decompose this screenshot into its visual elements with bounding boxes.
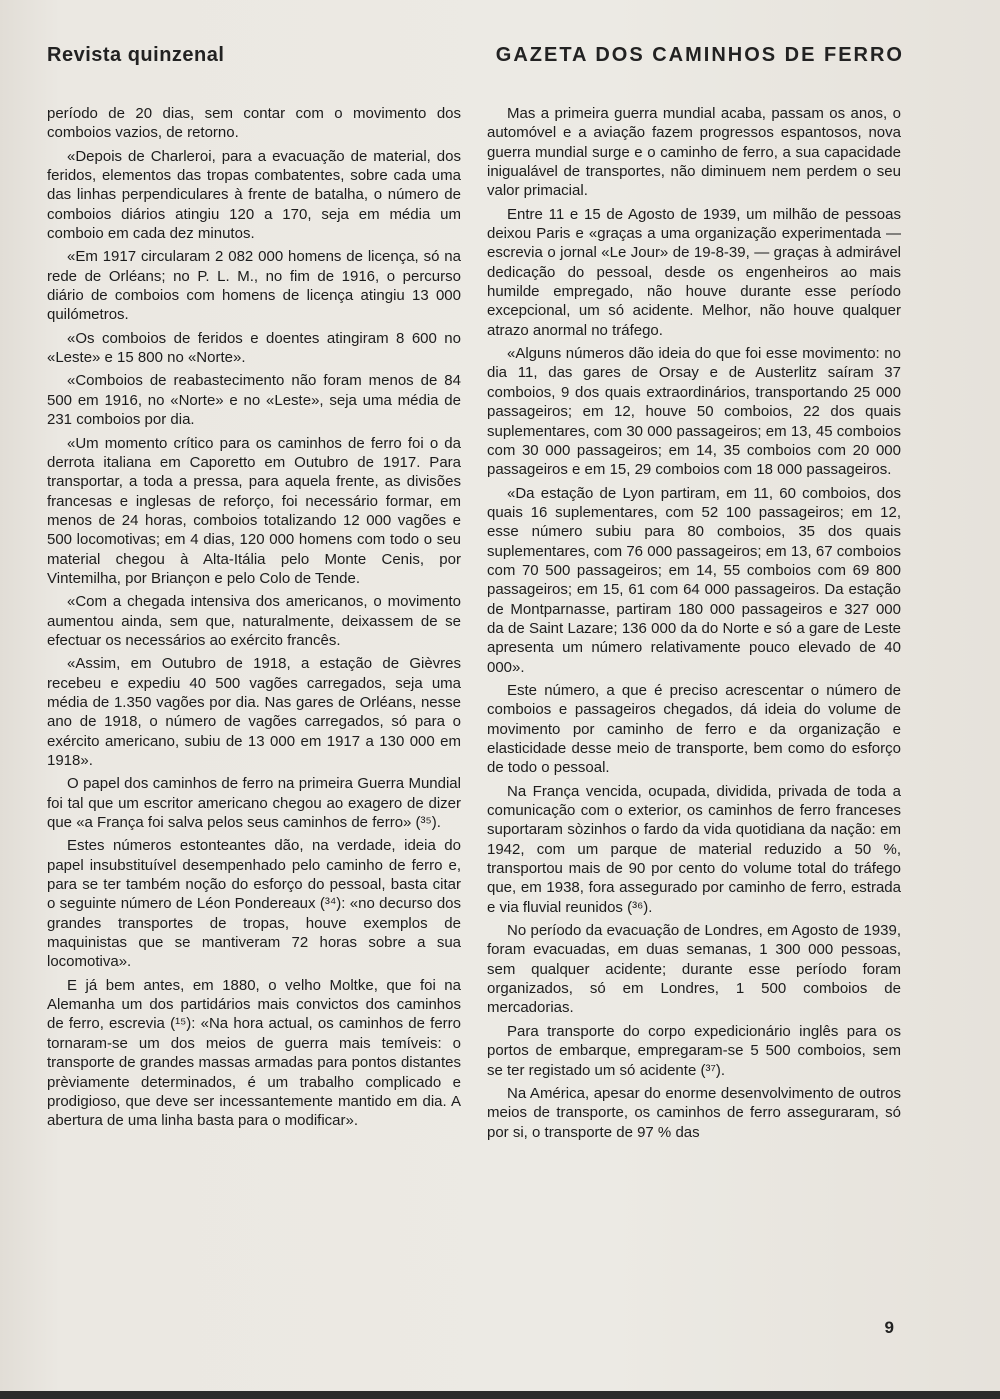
paragraph: «Os comboios de feridos e doentes atingiram 8 600 no «Leste» e 15 800 no «Norte».	[47, 329, 461, 367]
text-column-left	[47, 104, 461, 1135]
paragraph: Na América, apesar do enorme desenvolvimento de outros meios de transporte, os caminhos de ferro asseguraram, só por si, o transporte de 97 % das	[487, 1084, 901, 1141]
paragraph: «Um momento crítico para os caminhos de ferro foi o da derrota italiana em Caporetto em Outubro de 1917. Para transportar, a toda a pressa, para aquela frente, as divisões francesas e inglesas de reforço, foi necessário formar, em menos de 24 horas, comboios totalizando 12 000 vagões e 500 locomotivas; em 4 dias, 120 000 homens com todo o seu material chegou à Alta-Itália pelo Monte Cenis, por Vintemilha, por Briançon e pelo Colo de Tende.	[47, 434, 461, 587]
header-magazine-title: GAZETA DOS CAMINHOS DE FERRO	[495, 44, 904, 66]
paragraph: E já bem antes, em 1880, o velho Moltke, que foi na Alemanha um dos partidários mais convictos dos caminhos de ferro, escrevia (¹⁵): «Na hora actual, os caminhos de ferro tornaram-se um dos meios de guerra mais temíveis: o transporte de grandes massas armadas para pontos distantes prèviamente determinados, é um trabalho complicado e prodigioso, que deve ser incessantemente mantido em dia. A abertura de uma linha basta para o modificar».	[47, 976, 461, 1130]
paragraph: Estes números estonteantes dão, na verdade, ideia do papel insubstituível desempenhado pelo caminho de ferro e, para se ter também noção do esforço do pessoal, basta citar o seguinte número de Léon Pondereaux (³⁴): «no decurso dos grandes transportes de tropas, houve exemplos de maquinistas que se mantiveram 72 horas sobre a sua locomotiva».	[47, 837, 461, 971]
paragraph: No período da evacuação de Londres, em Agosto de 1939, foram evacuadas, em duas semanas, 1 300 000 pessoas, sem qualquer acidente; durante esse período foram organizados, só em Londres, 1 500 comboios de mercadorias.	[487, 922, 901, 1017]
page-number: 9	[884, 1318, 894, 1337]
paragraph: «Da estação de Lyon partiram, em 11, 60 comboios, dos quais 16 suplementares, com 52 100 passageiros; em 12, esse número subiu para 80 comboios, 35 dos quais suplementares, com 76 000 passageiros; em 13, 67 comboios com 70 500 passageiros; em 14, 55 comboios com 69 800 passageiros; em 15, 61 com 64 000 passageiros. Da estação de Montparnasse, partiram 180 000 passageiros e 327 000 da de Saint Lazare; 136 000 da do Norte e só a gare de Leste apresenta um número relativamente pouco elevado de 40 000».	[487, 484, 901, 676]
header-publication-frequency: Revista quinzenal	[47, 44, 225, 66]
paragraph: «Comboios de reabastecimento não foram menos de 84 500 em 1916, no «Norte» e no «Leste», seja uma média de 231 comboios por dia.	[47, 372, 461, 429]
paragraph: «Com a chegada intensiva dos americanos, o movimento aumentou ainda, sem que, naturalmente, deixassem de se efectuar os necessários ao exército francês.	[47, 593, 461, 649]
paragraph: «Assim, em Outubro de 1918, a estação de Gièvres recebeu e expediu 40 500 vagões carregados, seja uma média de 1.350 vagões por dia. Nas gares de Orléans, nesse ano de 1918, o número de vagões carregados, só para o exército americano, subiu de 13 000 em 1917 a 130 000 em 1918».	[47, 655, 461, 769]
paragraph: período de 20 dias, sem contar com o movimento dos comboios vazios, de retorno.	[47, 105, 461, 142]
paragraph: O papel dos caminhos de ferro na primeira Guerra Mundial foi tal que um escritor americano chegou ao exagero de dizer que «a França foi salva pelos seus caminhos de ferro» (³⁵).	[47, 775, 461, 832]
paragraph: Este número, a que é preciso acrescentar o número de comboios e passageiros chegados, dá ideia do volume de movimento por caminho de ferro e da organização e elasticidade desse meio de transporte, bem como do esforço de todo o pessoal.	[487, 681, 901, 777]
paragraph: Mas a primeira guerra mundial acaba, passam os anos, o automóvel e a aviação fazem progressos espantosos, nova guerra mundial surge e o caminho de ferro, a sua capacidade inigualável de transportes, não diminuem nem perdem o seu valor primacial.	[487, 105, 901, 200]
paragraph: «Depois de Charleroi, para a evacuação de material, dos feridos, elementos das tropas combatentes, sobre cada uma das linhas perpendiculares à frente de batalha, o número de comboios diários atingiu 120 a 170, seja em média um comboio em cada dez minutos.	[47, 147, 461, 243]
text-column-right	[487, 104, 901, 1146]
paragraph: Para transporte do corpo expedicionário inglês para os portos de embarque, empregaram-se 5 500 comboios, sem se ter registado um só acidente (³⁷).	[487, 1022, 901, 1079]
scan-edge-strip	[0, 1391, 1000, 1399]
paragraph: «Alguns números dão ideia do que foi esse movimento: no dia 11, das gares de Orsay e de Austerlitz saíram 37 comboios, 9 dos quais extraordinários, transportando 25 000 passageiros; em 12, houve 50 comboios, 22 dos quais suplementares, com 30 000 passageiros; em 13, 45 comboios com 30 000 passageiros; em 14, 35 comboios com 20 000 passageiros e em 15, 29 comboios com 18 000 passageiros.	[487, 345, 901, 479]
paragraph: Na França vencida, ocupada, dividida, privada de toda a comunicação com o exterior, os caminhos de ferro franceses suportaram sòzinhos o fardo da vida quotidiana da nação: em 1942, com um parque de material reduzido a 50 %, transportou mais de 90 por cento do volume total do tráfego que, em 1938, fora assegurado por caminho de ferro, estrada e via fluvial reunidos (³⁶).	[487, 782, 901, 916]
paragraph: «Em 1917 circularam 2 082 000 homens de licença, só na rede de Orléans; no P. L. M., no fim de 1916, o percurso diário de comboios com homens de licença atingiu 13 000 quilómetros.	[47, 248, 461, 324]
paragraph: Entre 11 e 15 de Agosto de 1939, um milhão de pessoas deixou Paris e «graças a uma organização experimentada — escrevia o jornal «Le Jour» de 19-8-39, — graças à admirável dedicação do pessoal, desde os engenheiros ao mais humilde empregado, não houve durante esse período excepcional, um só acidente. Melhor, não houve qualquer atrazo anormal no tráfego.	[487, 205, 901, 339]
